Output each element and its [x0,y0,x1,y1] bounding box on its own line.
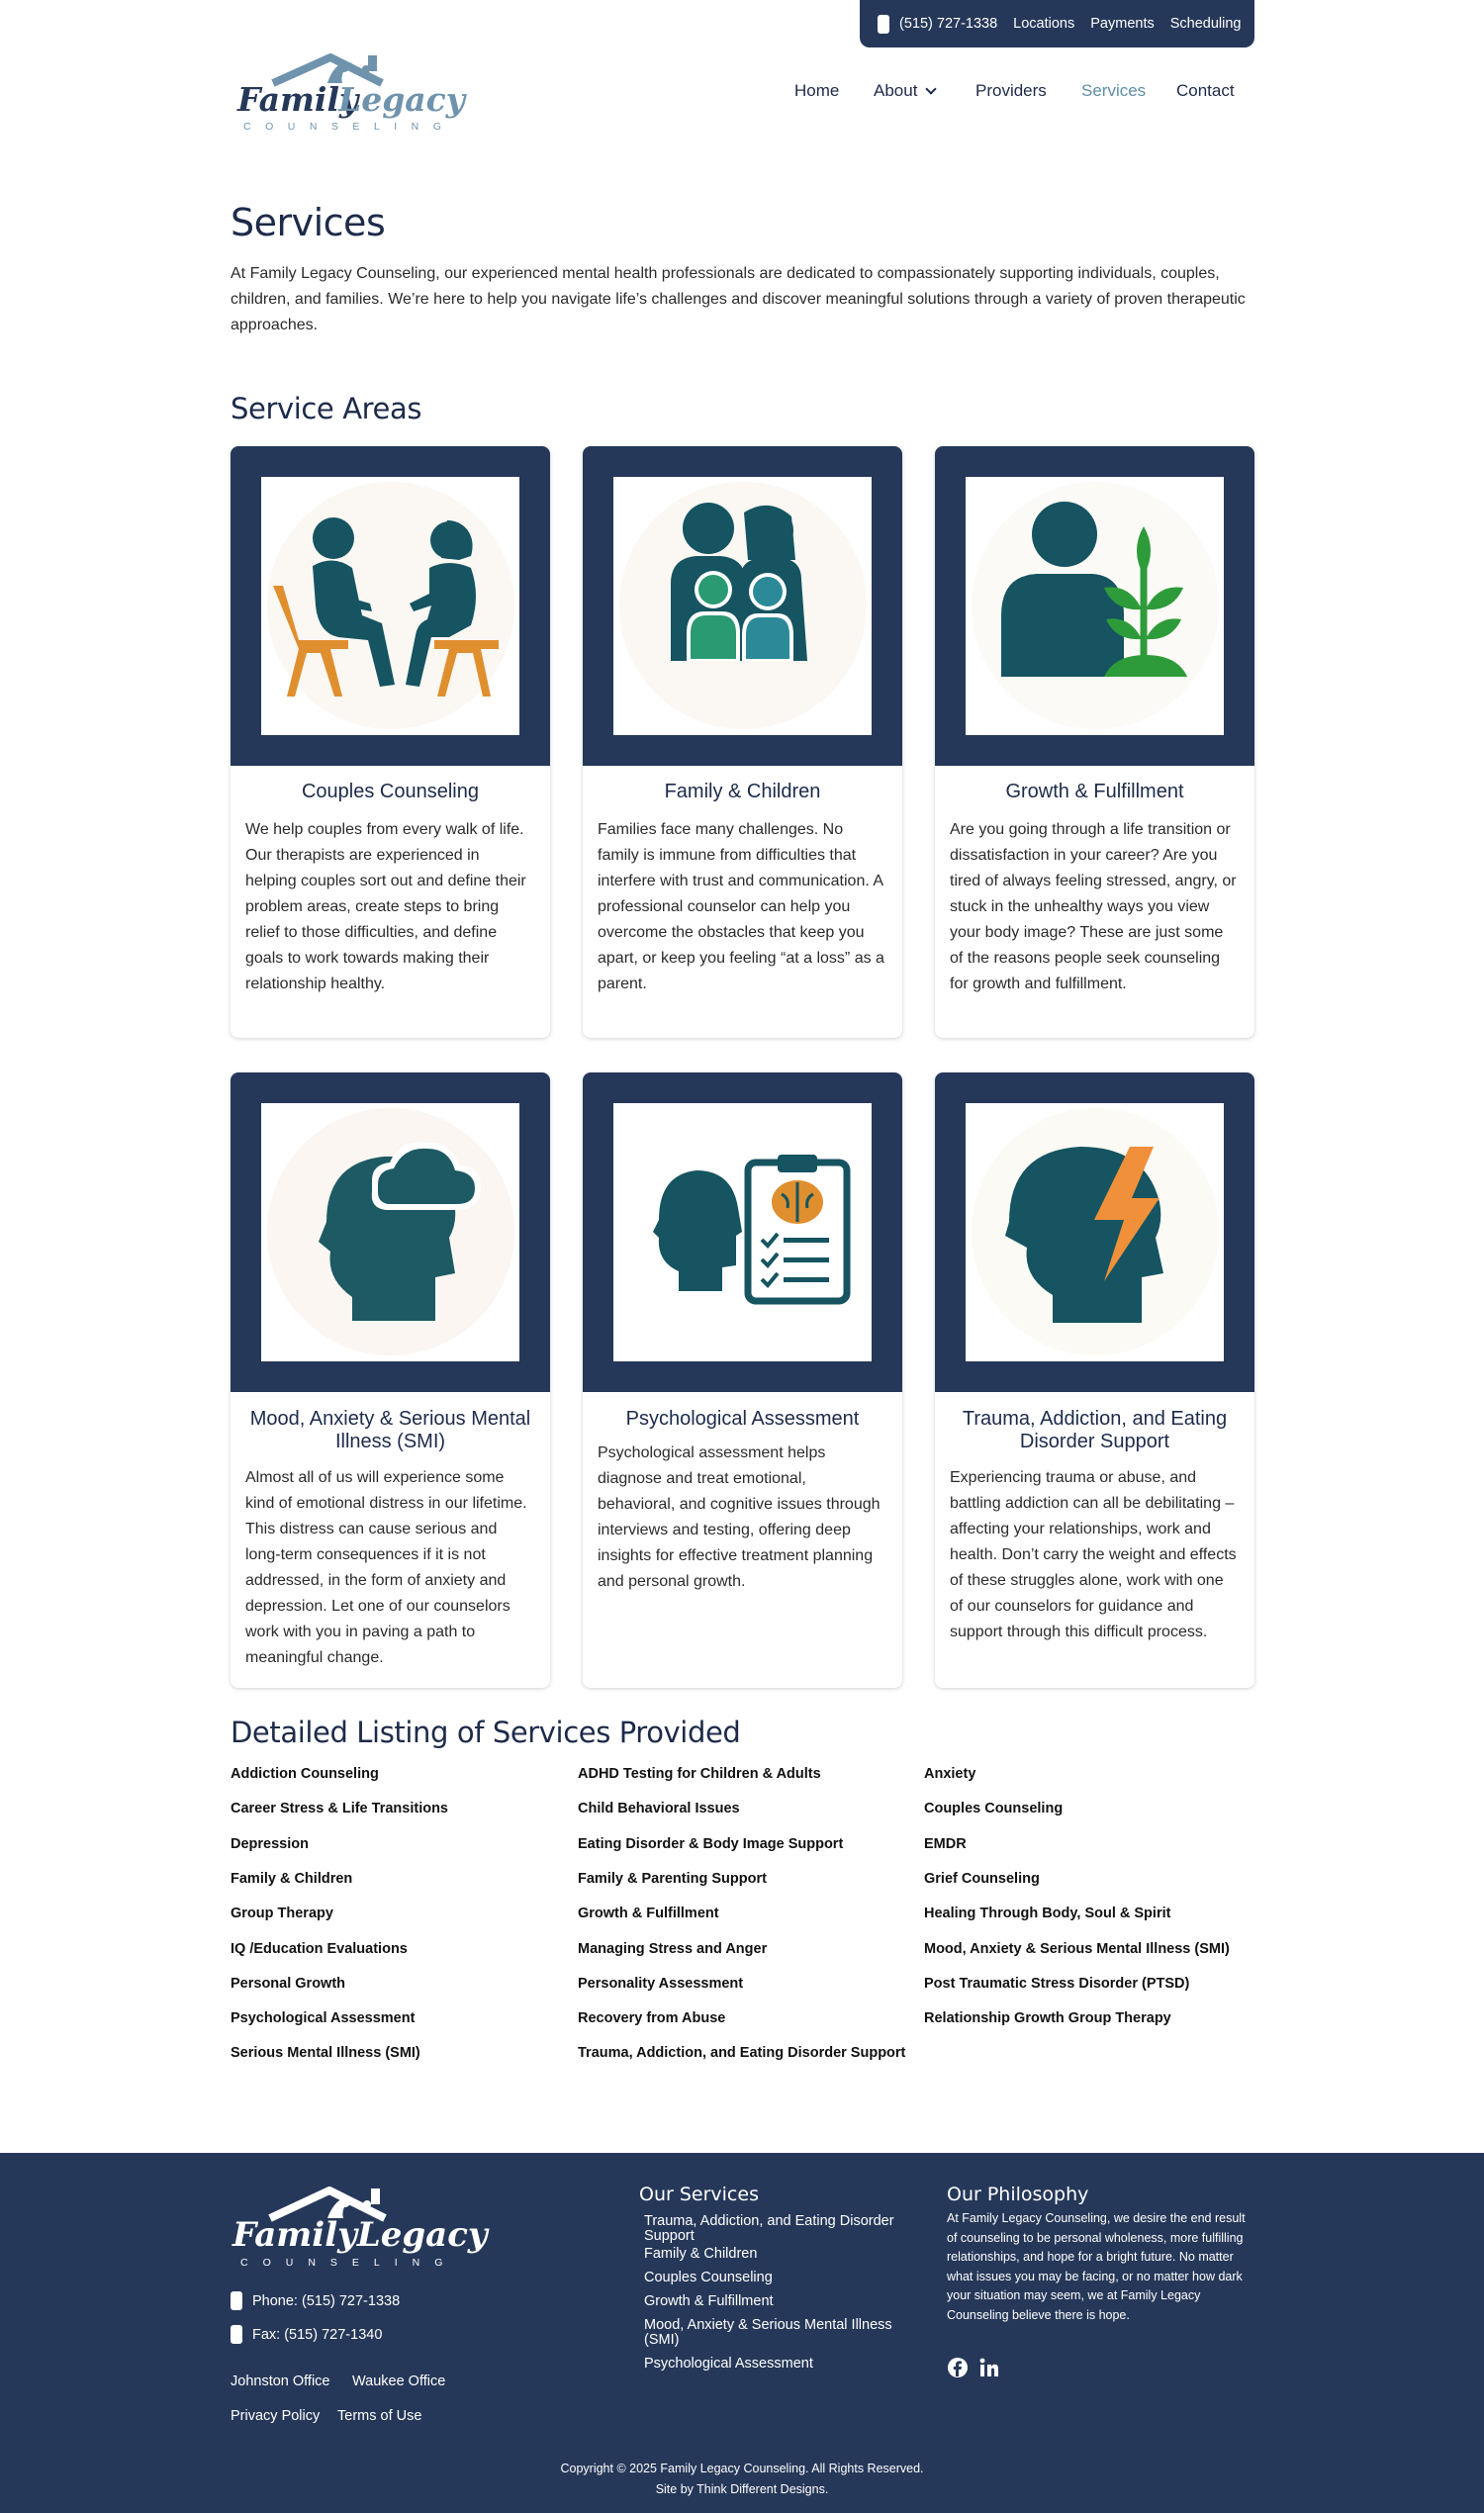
service-card-growth[interactable] [935,446,1254,1038]
list-item: Growth & Fulfillment [578,1906,719,1921]
nav-about-label: About [874,81,918,100]
nav-services[interactable]: Services [1081,81,1147,100]
facebook-icon[interactable] [947,2357,969,2378]
logo-tagline: COUNSELING [240,2257,458,2269]
list-item: IQ /Education Evaluations [231,1941,408,1957]
list-item: Career Stress & Life Transitions [231,1801,448,1816]
head-cloud-icon [261,1103,519,1361]
footer-phone[interactable] [231,2291,400,2310]
list-item: Grief Counseling [924,1871,1040,1887]
list-item: Depression [231,1836,309,1852]
list-item: Anxiety [924,1766,976,1782]
service-card-description: We help couples from every walk of life. Our therapists are experienced in helping couples sort out and define their problem areas, create steps to bring relief to those difficulties, and define goals to work towards making their relationship healthy. [245,821,526,992]
topbar-phone-number: (515) 727-1338 [899,16,998,32]
footer-service-link[interactable]: Psychological Assessment [644,2356,813,2372]
family-icon [613,477,872,735]
service-card-title: Mood, Anxiety & Serious Mental Illness (SMI) [249,1408,531,1452]
service-card-description: Psychological assessment helps diagnose and treat emotional, behavioral, and cognitive issues through interviews and testing, offering deep insights for effective treatment planning and personal growth. [598,1444,881,1590]
couples-counseling-icon [261,477,519,735]
service-card-trauma[interactable] [935,1072,1254,1688]
family-legacy-logo-mark [231,2183,488,2272]
detailed-listing-heading: Detailed Listing of Services Provided [231,1716,741,1749]
logo-wordmark-legacy: Legacy [338,80,465,119]
footer-service-link[interactable]: Trauma, Addiction, and Eating Disorder Support [644,2213,894,2244]
nav-contact[interactable]: Contact [1176,81,1235,100]
service-card-image [231,1072,550,1392]
topbar-link-scheduling[interactable]: Scheduling [1169,16,1242,32]
page-intro: At Family Legacy Counseling, our experienced mental health professionals are dedicated to compassionately supporting individuals, couples, children, and families. We’re here to help you navigate life’s challenges and discover meaningful solutions through a variety of proven therapeutic approaches. [231,265,1246,333]
utility-bar [860,0,1254,47]
list-item: Group Therapy [231,1906,333,1921]
list-item: Serious Mental Illness (SMI) [231,2045,420,2061]
footer-site-credit[interactable]: Site by Think Different Designs. [655,2482,829,2496]
footer-services-heading: Our Services [639,2184,759,2205]
service-card-image [583,446,902,766]
nav-about[interactable] [874,81,935,101]
list-item: Relationship Growth Group Therapy [924,2010,1171,2026]
phone-icon [878,15,889,34]
nav-home[interactable]: Home [794,81,840,100]
service-card-description: Almost all of us will experience some kind of emotional distress in our lifetime. This distress can cause serious and long-term consequences if it is not addressed, in the form of anxiety and depression. Let one of our counselors work with you in paving a path to meaningful change. [245,1469,527,1666]
page-title: Services [231,201,386,244]
list-item: Personality Assessment [578,1976,744,1992]
main-navigation [0,81,1484,105]
service-card-image [935,446,1254,766]
list-item: Trauma, Addiction, and Eating Disorder Support [578,2045,906,2061]
assessment-clipboard-icon [613,1103,872,1361]
service-card-title: Growth & Fulfillment [1005,781,1184,802]
list-item: Child Behavioral Issues [578,1801,740,1816]
service-areas-heading: Service Areas [231,392,422,425]
service-card-image [583,1072,902,1392]
nav-providers[interactable]: Providers [975,81,1047,100]
logo-tagline: COUNSELING [243,121,456,133]
service-card-description: Families face many challenges. No family is immune from difficulties that interfere with trust and communication. A professional counselor can help you overcome the obstacles that keep you apart, or keep you feeling “at a loss” as a parent. [598,821,884,992]
service-card-description: Experiencing trauma or abuse, and battling addiction can all be debilitating – affecting your relationships, work and health. Don’t carry the weight and effects of these struggles alone, work with one of our counselors for guidance and support through this difficult process. [950,1469,1237,1640]
list-item: Post Traumatic Stress Disorder (PTSD) [924,1976,1190,1992]
footer-service-link[interactable]: Family & Children [644,2246,758,2262]
footer-logo[interactable] [231,2183,488,2272]
chevron-down-icon [926,83,937,94]
list-item: Healing Through Body, Soul & Spirit [924,1906,1171,1921]
logo-wordmark: FamilyLegacy [232,2215,488,2255]
list-item: Family & Children [231,1871,353,1887]
footer-phone-text: Phone: (515) 727-1338 [252,2292,401,2309]
service-card-image [231,446,550,766]
list-item: EMDR [924,1836,967,1852]
footer-philosophy-heading: Our Philosophy [947,2184,1089,2205]
fax-icon [231,2325,242,2344]
service-card-description: Are you going through a life transition or dissatisfaction in your career? Are you tired of always feeling stressed, angry, or stuck in the unhealthy ways you view your body image? These are just some of the reasons people seek counseling for growth and fulfillment. [950,821,1237,992]
phone-icon [231,2291,242,2310]
service-card-title: Psychological Assessment [625,1408,860,1430]
topbar-link-payments[interactable]: Payments [1090,16,1155,32]
list-item: Personal Growth [231,1976,346,1992]
footer-service-link[interactable]: Mood, Anxiety & Serious Mental Illness (SMI) [644,2317,892,2348]
head-lightning-icon [966,1103,1224,1361]
footer-link-privacy-policy[interactable]: Privacy Policy [231,2408,321,2424]
list-item: Recovery from Abuse [578,2010,726,2026]
service-card-couples[interactable] [231,446,550,1038]
footer-fax-text: Fax: (515) 727-1340 [252,2326,383,2343]
footer-philosophy-text: At Family Legacy Counseling, we desire the end result of counseling to be personal wholeness, more fulfilling relationships, and hope for a bright future. No matter what issues you may be facing, or no matter how dark your situation may seem, we at Family Legacy Counseling believe there is hope. [947,2211,1246,2322]
logo-wordmark: Family [237,80,359,119]
site-footer [0,2153,1484,2513]
service-card-title: Couples Counseling [301,781,479,802]
list-item: Addiction Counseling [231,1766,379,1782]
service-card-title: Family & Children [664,781,821,802]
list-item: Family & Parenting Support [578,1871,767,1887]
footer-link-terms-of-use[interactable]: Terms of Use [337,2408,422,2424]
list-item: ADHD Testing for Children & Adults [578,1766,821,1782]
service-card-mood[interactable] [231,1072,550,1688]
linkedin-icon[interactable] [978,2357,1000,2378]
service-card-image [935,1072,1254,1392]
list-item: Couples Counseling [924,1801,1064,1816]
footer-link-waukee-office[interactable]: Waukee Office [352,2373,446,2389]
footer-link-johnston-office[interactable]: Johnston Office [231,2373,330,2389]
topbar-link-locations[interactable]: Locations [1013,16,1075,32]
list-item: Psychological Assessment [231,2010,416,2026]
footer-service-link[interactable]: Growth & Fulfillment [644,2293,774,2309]
list-item: Eating Disorder & Body Image Support [578,1836,844,1852]
footer-service-link[interactable]: Couples Counseling [644,2270,773,2285]
topbar-phone-link[interactable] [878,15,997,34]
growth-plant-icon [966,477,1224,735]
service-card-title: Trauma, Addiction, and Eating Disorder Support [962,1408,1228,1452]
footer-copyright: Copyright © 2025 Family Legacy Counseling. All Rights Reserved. [560,2462,924,2475]
service-card-family[interactable] [583,446,902,1038]
list-item: Managing Stress and Anger [578,1941,768,1957]
list-item: Mood, Anxiety & Serious Mental Illness (SMI) [924,1941,1230,1957]
footer-fax [231,2325,382,2344]
service-card-assessment[interactable] [583,1072,902,1688]
